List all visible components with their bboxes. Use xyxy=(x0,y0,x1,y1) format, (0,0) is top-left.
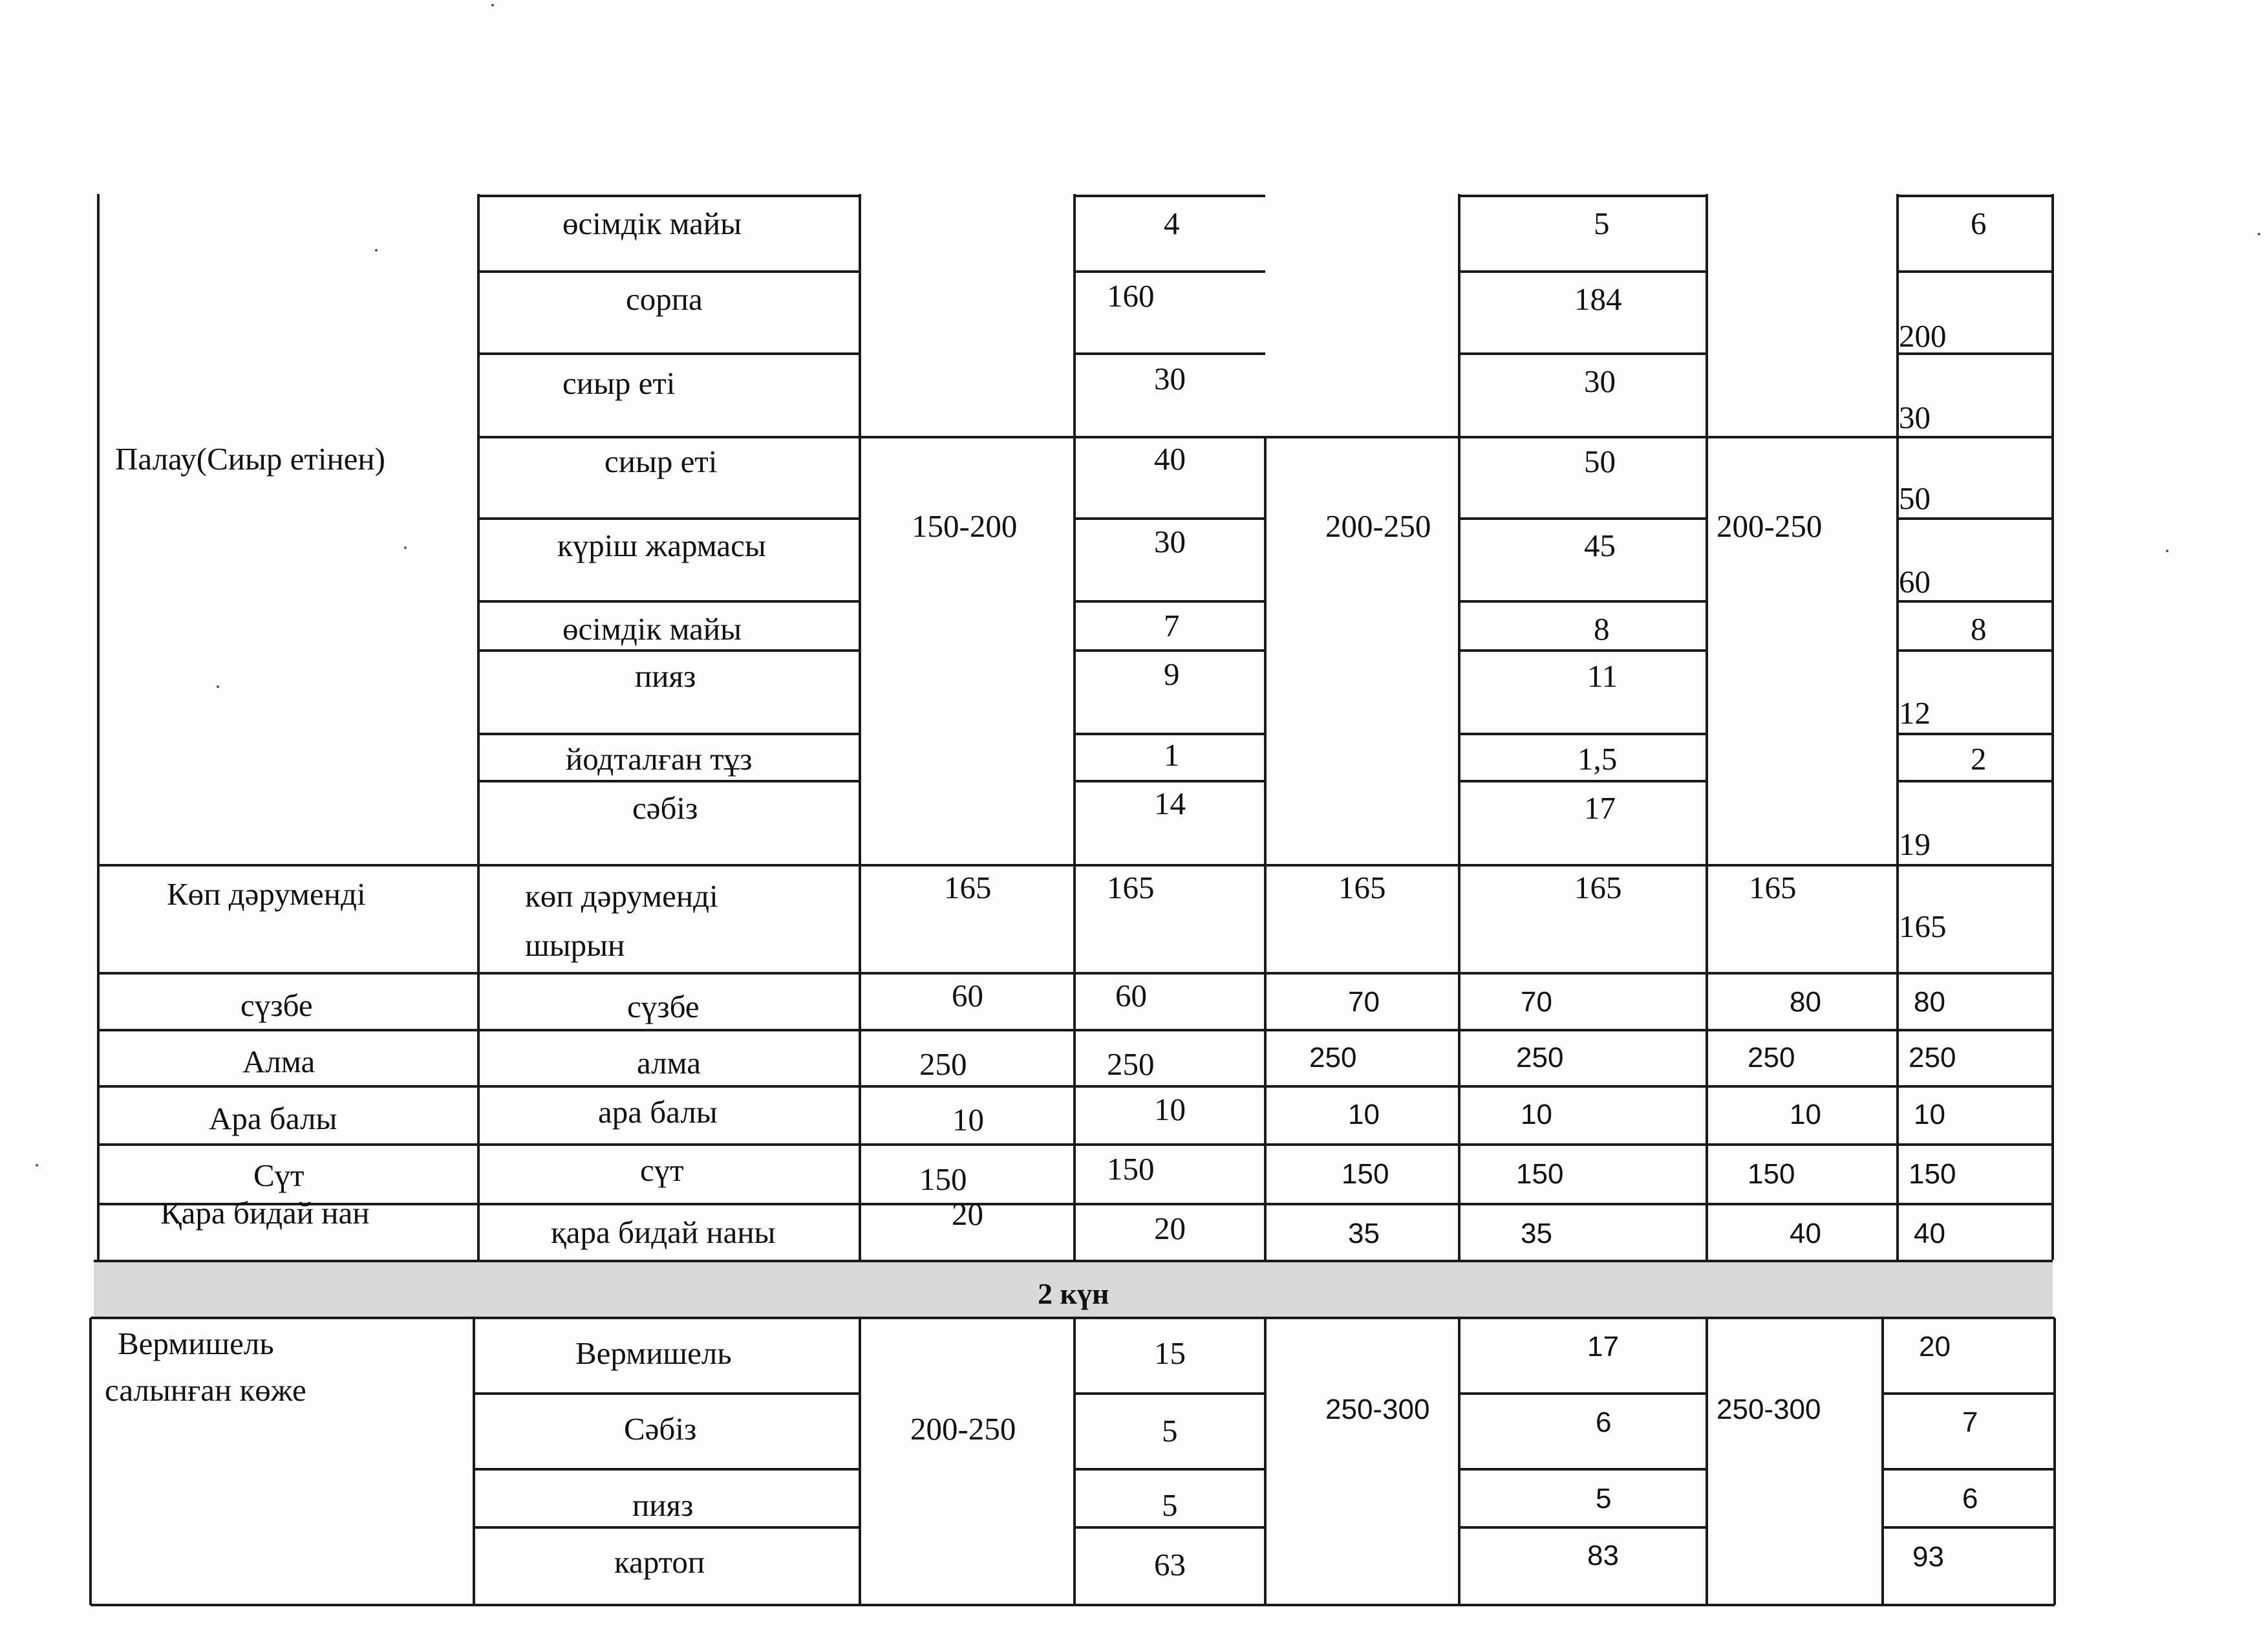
value-cell: 30 xyxy=(1899,400,1931,435)
day-header: 2 күн xyxy=(1038,1277,1109,1310)
value-cell: 60 xyxy=(1899,564,1931,599)
value-cell: 40 xyxy=(1914,1218,1945,1249)
scan-speck xyxy=(36,1164,38,1167)
portion-cell: 165 xyxy=(1749,870,1797,905)
value-cell: 1 xyxy=(1164,737,1180,773)
value-cell: 50 xyxy=(1584,444,1616,479)
ingredient-cell: сиыр еті xyxy=(604,444,718,479)
value-cell: 160 xyxy=(1107,278,1155,314)
portion-cell: 200-250 xyxy=(1717,508,1823,544)
dish-name: Палау(Сиыр етінен) xyxy=(115,441,385,477)
portion-cell: 250 xyxy=(1309,1042,1357,1073)
ingredient-cell: ара балы xyxy=(598,1094,718,1130)
value-cell: 83 xyxy=(1587,1540,1619,1571)
portion-cell: 150 xyxy=(919,1161,967,1197)
portion-cell: 150 xyxy=(1342,1158,1389,1190)
ingredient-cell: Вермишель xyxy=(575,1335,732,1371)
portion-cell: 10 xyxy=(1790,1099,1821,1130)
value-cell: 10 xyxy=(1521,1099,1552,1130)
portion-cell: 250-300 xyxy=(1717,1394,1821,1425)
value-cell: 250 xyxy=(1516,1042,1564,1073)
portion-cell: 165 xyxy=(944,870,992,905)
portion-cell: 60 xyxy=(952,978,983,1013)
value-cell: 17 xyxy=(1587,1331,1619,1363)
ingredient-cell: өсімдік майы xyxy=(562,206,742,241)
scan-speck xyxy=(2166,550,2168,552)
value-cell: 60 xyxy=(1115,978,1147,1013)
dish-name-line2: салынған көже xyxy=(105,1372,306,1408)
dish-name: Көп дәрумендi xyxy=(167,876,366,912)
portion-cell: 35 xyxy=(1348,1218,1380,1249)
ingredient-cell: сүзбе xyxy=(627,989,700,1024)
ingredient-cell: алма xyxy=(637,1045,701,1081)
ingredient-cell-line2: шырын xyxy=(525,927,625,963)
ingredient-cell: көп дәрумендi xyxy=(525,878,718,914)
value-cell: 19 xyxy=(1899,826,1931,862)
value-cell: 35 xyxy=(1521,1218,1552,1249)
portion-cell: 40 xyxy=(1790,1218,1821,1249)
portion-cell: 150 xyxy=(1748,1158,1795,1190)
scan-speck xyxy=(375,249,378,252)
dish-name: Ара балы xyxy=(209,1101,337,1136)
dish-name: Қара бидай нан xyxy=(160,1195,370,1231)
value-cell: 7 xyxy=(1164,608,1180,643)
ingredient-cell: картоп xyxy=(614,1544,705,1580)
portion-cell: 250 xyxy=(919,1046,967,1082)
value-cell: 165 xyxy=(1107,870,1155,905)
value-cell: 80 xyxy=(1914,986,1945,1018)
scan-speck xyxy=(491,4,494,6)
value-cell: 150 xyxy=(1516,1158,1564,1190)
value-cell: 10 xyxy=(1914,1099,1945,1130)
value-cell: 93 xyxy=(1912,1541,1944,1573)
value-cell: 165 xyxy=(1574,870,1622,905)
dish-name: Алма xyxy=(242,1044,316,1079)
value-cell: 5 xyxy=(1594,206,1610,241)
portion-cell: 80 xyxy=(1790,986,1821,1018)
value-cell: 10 xyxy=(1154,1092,1186,1127)
ingredient-cell: пияз xyxy=(635,658,696,694)
value-cell: 9 xyxy=(1164,656,1180,692)
ingredient-cell: Сәбіз xyxy=(624,1411,697,1447)
portion-cell: 165 xyxy=(1338,870,1386,905)
portion-cell: 200-250 xyxy=(910,1411,1016,1447)
value-cell: 20 xyxy=(1919,1331,1951,1363)
ingredient-cell: сәбіз xyxy=(632,790,698,826)
portion-cell: 200-250 xyxy=(1325,508,1431,544)
value-cell: 63 xyxy=(1154,1547,1186,1582)
portion-cell: 20 xyxy=(952,1196,983,1232)
value-cell: 20 xyxy=(1154,1211,1186,1246)
value-cell: 2 xyxy=(1971,741,1987,777)
value-cell: 17 xyxy=(1584,790,1616,826)
value-cell: 8 xyxy=(1971,611,1987,647)
dish-name-line1: Вермишель xyxy=(118,1326,274,1361)
portion-cell: 250-300 xyxy=(1325,1394,1430,1425)
scan-speck xyxy=(404,546,407,549)
value-cell: 30 xyxy=(1584,363,1616,399)
value-cell: 250 xyxy=(1107,1046,1155,1082)
value-cell: 11 xyxy=(1587,658,1618,694)
value-cell: 4 xyxy=(1164,206,1180,241)
value-cell: 15 xyxy=(1154,1335,1186,1371)
dish-name: Сүт xyxy=(253,1158,305,1193)
value-cell: 6 xyxy=(1971,206,1987,241)
value-cell: 8 xyxy=(1594,611,1610,647)
value-cell: 150 xyxy=(1909,1158,1956,1190)
ingredient-cell: қара бидай наны xyxy=(551,1214,776,1250)
value-cell: 5 xyxy=(1162,1413,1178,1449)
value-cell: 12 xyxy=(1899,695,1931,731)
value-cell: 6 xyxy=(1596,1406,1612,1438)
value-cell: 184 xyxy=(1574,281,1622,317)
value-cell: 14 xyxy=(1154,786,1186,821)
scan-speck xyxy=(2258,233,2260,235)
value-cell: 5 xyxy=(1162,1487,1178,1523)
ingredient-cell: күріш жармасы xyxy=(557,528,766,563)
ingredient-cell: сорпа xyxy=(626,281,703,317)
portion-cell: 10 xyxy=(1348,1099,1380,1130)
ingredient-cell: сүт xyxy=(640,1152,684,1188)
scan-speck xyxy=(217,685,219,688)
portion-cell: 70 xyxy=(1348,986,1380,1018)
ingredient-cell: пияз xyxy=(632,1487,694,1523)
value-cell: 45 xyxy=(1584,528,1616,563)
value-cell: 1,5 xyxy=(1578,741,1618,777)
value-cell: 7 xyxy=(1962,1406,1978,1438)
value-cell: 50 xyxy=(1899,480,1931,516)
portion-cell: 250 xyxy=(1748,1042,1795,1073)
ingredient-cell: йодталған тұз xyxy=(566,741,753,777)
value-cell: 200 xyxy=(1899,318,1947,354)
value-cell: 5 xyxy=(1596,1483,1612,1514)
value-cell: 250 xyxy=(1909,1042,1956,1073)
ingredient-cell: өсімдік майы xyxy=(562,611,742,647)
value-cell: 6 xyxy=(1962,1483,1978,1514)
value-cell: 30 xyxy=(1154,361,1186,396)
value-cell: 150 xyxy=(1107,1151,1155,1187)
portion-cell: 150-200 xyxy=(912,508,1018,544)
value-cell: 165 xyxy=(1899,909,1947,944)
ingredient-cell: сиыр еті xyxy=(562,365,676,401)
dish-name: сүзбе xyxy=(241,987,313,1023)
portion-cell: 10 xyxy=(952,1102,984,1137)
value-cell: 70 xyxy=(1521,986,1552,1018)
value-cell: 30 xyxy=(1154,524,1186,559)
value-cell: 40 xyxy=(1154,441,1186,477)
